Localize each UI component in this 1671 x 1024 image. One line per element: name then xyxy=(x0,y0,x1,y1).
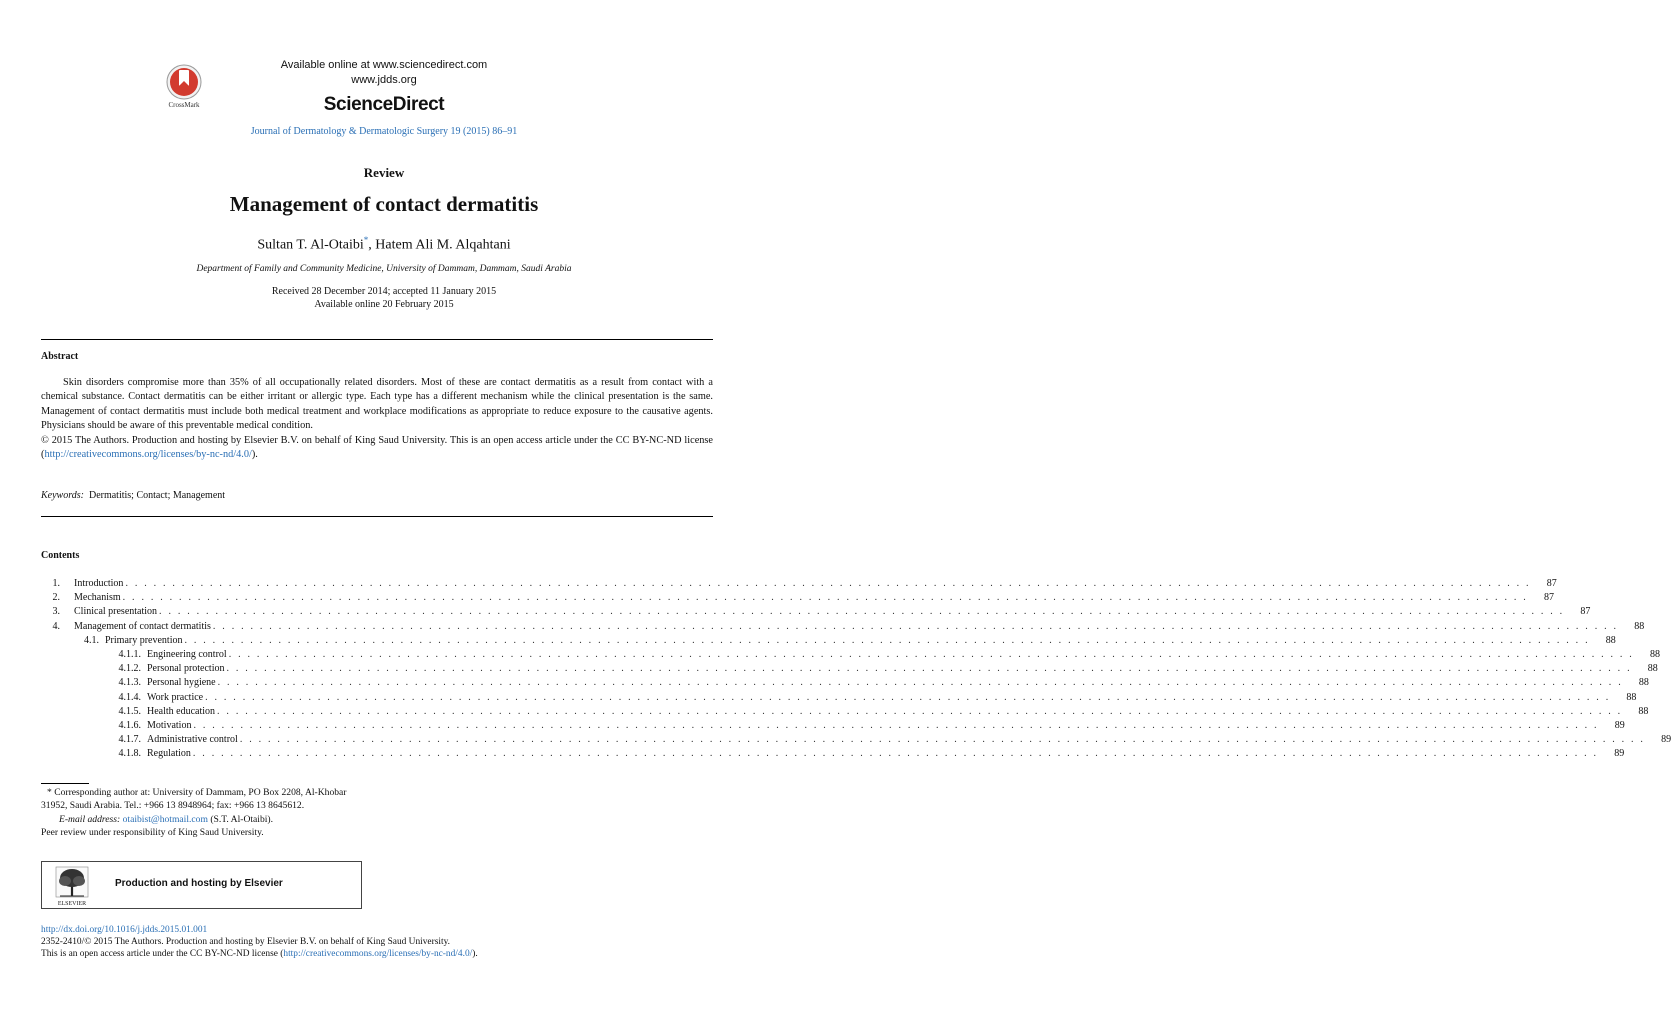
toc-entry[interactable] xyxy=(41,591,1554,605)
author-separator: , xyxy=(368,237,376,253)
copyright-close: ). xyxy=(251,449,258,461)
affiliation: Department of Family and Community Medicine, University of Dammam, Dammam, Saudi Arabia xyxy=(196,264,572,274)
crossmark-label: CrossMark xyxy=(168,101,200,109)
toc-leader-dots: . . . . . . . . . . . . . . . . . . . . . . . . . . . . . . . . . . . . . . . . . . . . . . . . . . . . . . . . . . . . . . . . . . . . . . . . . . . . . . . . . . . . . . . . . . . . . . . . . . . . . . . . . . . . . . . . . . . . . . . . . . . . . . . . . . . . . . . . . . . . . . . . . . . . . . xyxy=(239,734,1646,746)
toc-number: 4.1.3. xyxy=(118,677,141,689)
toc-leader-dots: . . . . . . . . . . . . . . . . . . . . . . . . . . . . . . . . . . . . . . . . . . . . . . . . . . . . . . . . . . . . . . . . . . . . . . . . . . . . . . . . . . . . . . . . . . . . . . . . . . . . . . . . . . . . . . . . . . . . . . . . . . . . . . . . . . . . . . . . . . . . . . . . . . . . . . xyxy=(122,592,1528,604)
toc-number: 4.1.4. xyxy=(118,691,141,703)
toc-title: Regulation xyxy=(147,748,191,760)
journal-reference-link[interactable]: Journal of Dermatology & Dermatologic Surgery 19 (2015) 86–91 xyxy=(250,126,518,137)
toc-title: Motivation xyxy=(147,719,192,731)
sciencedirect-brand: ScienceDirect xyxy=(323,94,445,115)
peer-review-note: Peer review under responsibility of King Saud University. xyxy=(41,827,264,839)
toc-entry[interactable] xyxy=(41,605,1591,619)
toc-entry[interactable] xyxy=(41,733,1671,747)
doi-link[interactable]: http://dx.doi.org/10.1016/j.jdds.2015.01.001 xyxy=(41,925,208,935)
corresponding-author-note: * Corresponding author at: University of Dammam, PO Box 2208, Al-Khobar 31952, Saudi Arabia. Tel.: +966 13 8948964; fax: +966 13 8645612. xyxy=(41,787,347,812)
toc-entry[interactable] xyxy=(41,747,1625,761)
toc-page-number: 88 xyxy=(1634,620,1645,632)
doi-block xyxy=(41,924,741,960)
toc-title: Management of contact dermatitis xyxy=(74,620,211,632)
abstract-text: Skin disorders compromise more than 35% of all occupationally related disorders. Most of these are contact dermatitis as a result from contact with a chemical substance. Contact dermatitis can be either irritant or allergic type. Each type has a different mechanism while the clinical presentation is the same. Management of contact dermatitis must include both medical treatment and workplace modifications as appropriate to reduce exposure to the causative agents. Physicians should be aware of this preventable medical condition. xyxy=(41,377,713,432)
copyright-line xyxy=(41,434,713,463)
toc-page-number: 88 xyxy=(1626,691,1637,703)
toc-number: 1. xyxy=(52,578,60,589)
author-list xyxy=(0,235,768,254)
article-type: Review xyxy=(363,165,405,180)
contents-heading: Contents xyxy=(41,550,80,561)
toc-entry[interactable] xyxy=(41,620,1645,634)
available-online-date: Available online 20 February 2015 xyxy=(314,299,454,310)
toc-page-number: 88 xyxy=(1638,677,1649,689)
toc-title: Clinical presentation xyxy=(74,606,158,618)
footnote xyxy=(41,786,371,840)
toc-entry[interactable] xyxy=(41,648,1661,662)
toc-title: Health education xyxy=(147,705,216,717)
toc-page-number: 88 xyxy=(1647,663,1658,675)
toc-leader-dots: . . . . . . . . . . . . . . . . . . . . . . . . . . . . . . . . . . . . . . . . . . . . . . . . . . . . . . . . . . . . . . . . . . . . . . . . . . . . . . . . . . . . . . . . . . . . . . . . . . . . . . . . . . . . . . . . . . . . . . . . . . . . . . . . . . . . . . . . . . . . . . . . . . . . . . xyxy=(192,748,1599,760)
toc-title: Primary prevention xyxy=(105,634,183,646)
toc-number: 4.1.5. xyxy=(118,705,141,717)
toc-title: Mechanism xyxy=(74,592,121,604)
article-title: Management of contact dermatitis xyxy=(229,192,539,216)
toc-leader-dots: . . . . . . . . . . . . . . . . . . . . . . . . . . . . . . . . . . . . . . . . . . . . . . . . . . . . . . . . . . . . . . . . . . . . . . . . . . . . . . . . . . . . . . . . . . . . . . . . . . . . . . . . . . . . . . . . . . . . . . . . . . . . . . . . . . . . . . . . . . . . . . . . . . . . . . xyxy=(217,677,1623,689)
toc-entry[interactable] xyxy=(41,676,1649,690)
toc-entry[interactable] xyxy=(41,577,1557,591)
received-dates: Received 28 December 2014; accepted 11 January 2015 xyxy=(271,286,497,297)
email-owner: (S.T. Al-Otaibi). xyxy=(207,813,274,825)
email-link[interactable]: otaibist@hotmail.com xyxy=(122,813,208,825)
toc-entry[interactable] xyxy=(41,691,1637,705)
elsevier-banner[interactable] xyxy=(41,861,362,909)
toc-page-number: 87 xyxy=(1580,606,1591,618)
license-link[interactable]: http://creativecommons.org/licenses/by-nc-nd/4.0/ xyxy=(44,449,252,461)
available-online-text: Available online at www.sciencedirect.com xyxy=(280,59,488,71)
corresponding-author-mark[interactable]: * xyxy=(363,235,369,245)
toc-number: 4.1.1. xyxy=(118,648,141,660)
elsevier-logo-label: ELSEVIER xyxy=(57,901,87,907)
toc-number: 4.1.8. xyxy=(118,748,141,760)
open-access-text: This is an open access article under the CC BY-NC-ND license ( xyxy=(41,949,284,959)
toc-leader-dots: . . . . . . . . . . . . . . . . . . . . . . . . . . . . . . . . . . . . . . . . . . . . . . . . . . . . . . . . . . . . . . . . . . . . . . . . . . . . . . . . . . . . . . . . . . . . . . . . . . . . . . . . . . . . . . . . . . . . . . . . . . . . . . . . . . . . . . . . . . . . . . . . . . . . . . xyxy=(217,705,1623,717)
toc-title: Work practice xyxy=(147,691,204,703)
toc-leader-dots: . . . . . . . . . . . . . . . . . . . . . . . . . . . . . . . . . . . . . . . . . . . . . . . . . . . . . . . . . . . . . . . . . . . . . . . . . . . . . . . . . . . . . . . . . . . . . . . . . . . . . . . . . . . . . . . . . . . . . . . . . . . . . . . . . . . . . . . . . . . . . . . . . . . . . . xyxy=(212,620,1619,632)
toc-leader-dots: . . . . . . . . . . . . . . . . . . . . . . . . . . . . . . . . . . . . . . . . . . . . . . . . . . . . . . . . . . . . . . . . . . . . . . . . . . . . . . . . . . . . . . . . . . . . . . . . . . . . . . . . . . . . . . . . . . . . . . . . . . . . . . . . . . . . . . . . . . . . . . . . . . . . . . xyxy=(159,606,1565,618)
abstract-body xyxy=(41,376,713,462)
keywords-line xyxy=(41,490,225,501)
email-label: E-mail address: xyxy=(59,813,121,825)
toc-entry[interactable] xyxy=(41,662,1658,676)
toc-number: 4.1.6. xyxy=(118,719,141,731)
copyright-text: © 2015 The Authors. Production and hosting by Elsevier B.V. on behalf of King Saud University. This is an open access article under the CC BY-NC-ND license ( xyxy=(41,434,713,461)
toc-number: 4.1.7. xyxy=(118,734,141,746)
toc-title: Personal hygiene xyxy=(147,677,216,689)
keywords-value: Dermatitis; Contact; Management xyxy=(88,490,226,501)
toc-number: 4. xyxy=(52,620,60,632)
toc-leader-dots: . . . . . . . . . . . . . . . . . . . . . . . . . . . . . . . . . . . . . . . . . . . . . . . . . . . . . . . . . . . . . . . . . . . . . . . . . . . . . . . . . . . . . . . . . . . . . . . . . . . . . . . . . . . . . . . . . . . . . . . . . . . . . . . . . . . . . . . . . . . . . . . . . . . . . . xyxy=(184,634,1590,646)
toc-leader-dots: . . . . . . . . . . . . . . . . . . . . . . . . . . . . . . . . . . . . . . . . . . . . . . . . . . . . . . . . . . . . . . . . . . . . . . . . . . . . . . . . . . . . . . . . . . . . . . . . . . . . . . . . . . . . . . . . . . . . . . . . . . . . . . . . . . . . . . . . . . . . . . . . . . . . . . xyxy=(193,719,1599,731)
toc-title: Personal protection xyxy=(147,663,225,675)
toc-title: Administrative control xyxy=(147,734,238,746)
open-access-close: ). xyxy=(472,949,478,959)
toc-leader-dots: . . . . . . . . . . . . . . . . . . . . . . . . . . . . . . . . . . . . . . . . . . . . . . . . . . . . . . . . . . . . . . . . . . . . . . . . . . . . . . . . . . . . . . . . . . . . . . . . . . . . . . . . . . . . . . . . . . . . . . . . . . . . . . . . . . . . . . . . . . . . . . . . . . . . . . xyxy=(125,578,1531,589)
toc-entry[interactable] xyxy=(41,719,1625,733)
elsevier-production-text: Production and hosting by Elsevier xyxy=(115,878,283,889)
issn-line: 2352-2410/© 2015 The Authors. Production and hosting by Elsevier B.V. on behalf of King Saud University. xyxy=(41,937,450,947)
toc-leader-dots: . . . . . . . . . . . . . . . . . . . . . . . . . . . . . . . . . . . . . . . . . . . . . . . . . . . . . . . . . . . . . . . . . . . . . . . . . . . . . . . . . . . . . . . . . . . . . . . . . . . . . . . . . . . . . . . . . . . . . . . . . . . . . . . . . . . . . . . . . . . . . . . . . . . . . . xyxy=(228,648,1635,660)
toc-leader-dots: . . . . . . . . . . . . . . . . . . . . . . . . . . . . . . . . . . . . . . . . . . . . . . . . . . . . . . . . . . . . . . . . . . . . . . . . . . . . . . . . . . . . . . . . . . . . . . . . . . . . . . . . . . . . . . . . . . . . . . . . . . . . . . . . . . . . . . . . . . . . . . . . . . . . . . xyxy=(205,691,1611,703)
author-1: Sultan T. Al-Otaibi xyxy=(257,237,364,253)
toc-title: Introduction xyxy=(74,578,124,589)
toc-page-number: 89 xyxy=(1614,719,1625,731)
toc-entry[interactable] xyxy=(41,634,1616,648)
footnote-rule xyxy=(41,783,89,784)
toc-page-number: 88 xyxy=(1650,648,1661,660)
toc-title: Engineering control xyxy=(147,648,227,660)
abstract-heading: Abstract xyxy=(41,351,79,362)
toc-number: 3. xyxy=(52,606,60,618)
author-2: Hatem Ali M. Alqahtani xyxy=(375,237,511,253)
toc-entry[interactable] xyxy=(41,705,1649,719)
journal-website: www.jdds.org xyxy=(351,74,417,86)
toc-page-number: 88 xyxy=(1605,634,1616,646)
toc-page-number: 87 xyxy=(1546,578,1557,589)
open-access-line xyxy=(41,948,741,960)
keywords-label: Keywords: xyxy=(41,490,84,501)
divider xyxy=(41,516,713,517)
divider xyxy=(41,339,713,340)
open-access-license-link[interactable]: http://creativecommons.org/licenses/by-nc-nd/4.0/ xyxy=(283,949,473,959)
toc-page-number: 88 xyxy=(1638,705,1649,717)
toc-number: 2. xyxy=(52,592,60,604)
toc-page-number: 89 xyxy=(1614,748,1625,760)
email-line xyxy=(41,813,371,826)
table-of-contents xyxy=(41,577,1671,761)
toc-number: 4.1.2. xyxy=(118,663,141,675)
toc-leader-dots: . . . . . . . . . . . . . . . . . . . . . . . . . . . . . . . . . . . . . . . . . . . . . . . . . . . . . . . . . . . . . . . . . . . . . . . . . . . . . . . . . . . . . . . . . . . . . . . . . . . . . . . . . . . . . . . . . . . . . . . . . . . . . . . . . . . . . . . . . . . . . . . . . . . . . . xyxy=(226,663,1632,675)
toc-page-number: 89 xyxy=(1661,734,1671,746)
toc-number: 4.1. xyxy=(84,634,99,646)
elsevier-tree-logo-icon xyxy=(54,865,90,907)
toc-page-number: 87 xyxy=(1543,592,1554,604)
